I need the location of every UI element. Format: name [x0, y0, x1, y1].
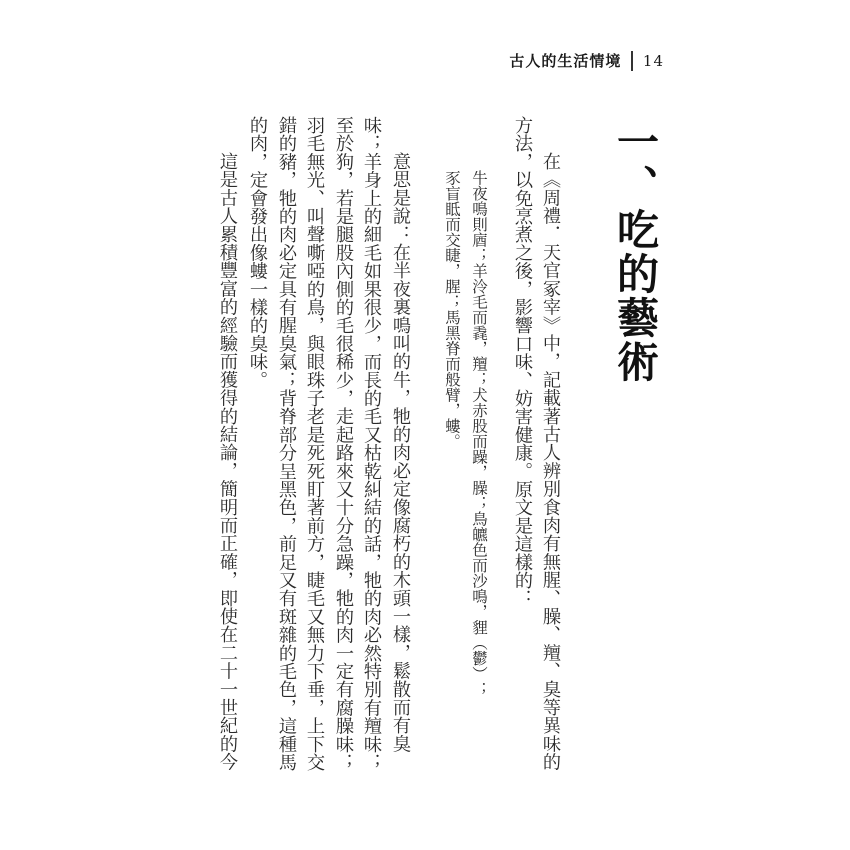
paragraph-2-line-2: 味；羊身上的細毛如果很少，而長的毛又枯乾糾結的話，牠的肉必然特別有羶味； [361, 116, 382, 772]
paragraph-2-line-5: 錯的豬，牠的肉必定具有腥臭氣；背脊部分呈黑色，前足又有斑雜的毛色，這種馬 [276, 116, 297, 772]
paragraph-2-line-6: 的肉，定會發出像螻一樣的臭味。 [247, 116, 268, 389]
paragraph-3-line-1: 這是古人累積豐富的經驗而獲得的結論，簡明而正確，即使在二十一世紀的今 [217, 152, 238, 771]
quote-line-2: 豕盲眡而交睫，腥；馬黑脊而般臂，螻。 [443, 170, 461, 449]
book-title: 古人的生活情境 [509, 52, 622, 70]
chapter-title: 一、吃的藝術 [611, 120, 660, 384]
paragraph-1-line-2: 方法，以免烹煮之後，影響口味、妨害健康。原文是這樣的： [512, 116, 533, 608]
paragraph-2-line-4: 羽毛無光、叫聲嘶啞的鳥，與眼珠子老是死死盯著前方，睫毛又無力下垂，上下交 [304, 116, 325, 772]
paragraph-2-line-3: 至於狗，若是腿股內側的毛很稀少，走起路來又十分急躁，牠的肉一定有腐臊味； [333, 116, 354, 772]
quote-line-1: 牛夜鳴則庮；羊泠毛而毳，羶；犬赤股而躁，臊；鳥皫色而沙鳴，貍（鬱）； [470, 170, 488, 697]
paragraph-2-line-1: 意思是說：在半夜裏鳴叫的牛，牠的肉必定像腐朽的木頭一樣，鬆散而有臭 [390, 152, 411, 753]
header-divider [631, 51, 633, 71]
paragraph-1-line-1: 在《周禮．天官冢宰》中，記載著古人辨別食肉有無腥、臊、羶、臭等異味的 [540, 152, 561, 771]
running-header [509, 50, 664, 71]
page-number: 14 [642, 51, 664, 70]
